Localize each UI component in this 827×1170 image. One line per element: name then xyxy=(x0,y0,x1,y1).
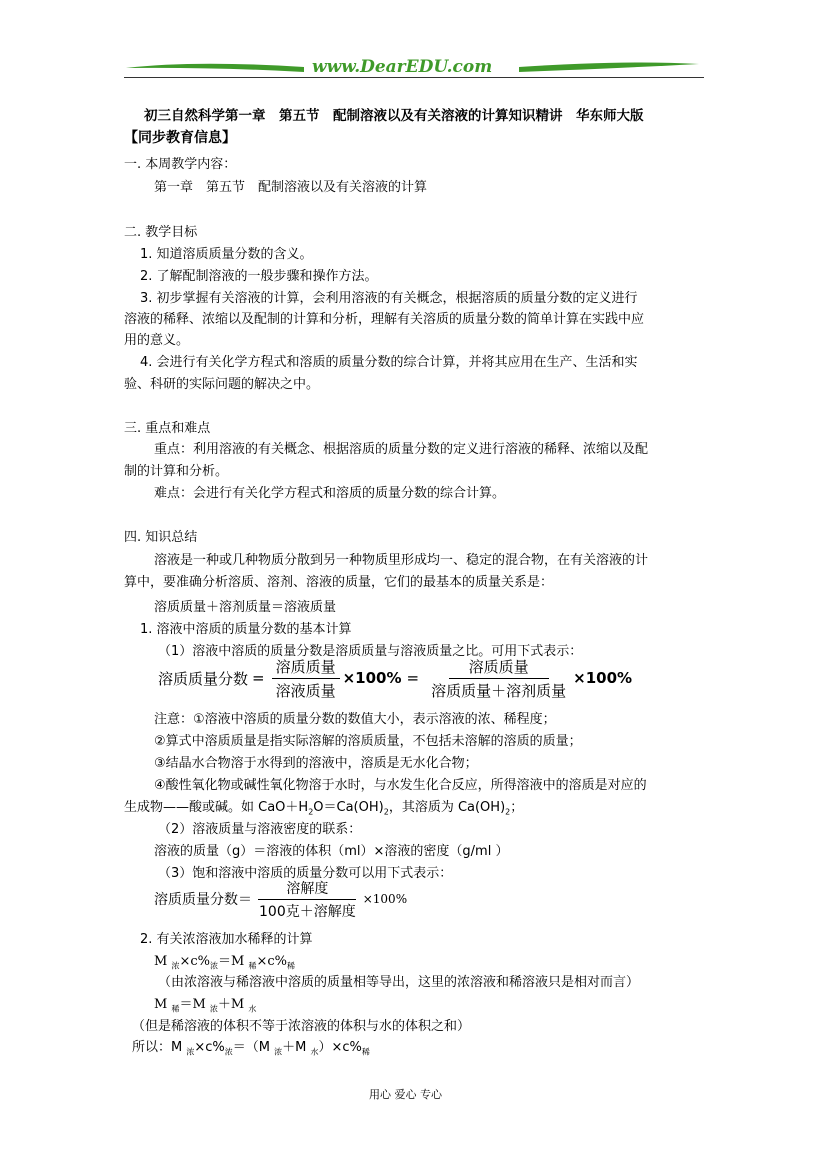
point2-heading: 2. 有关浓溶液加水稀释的计算 xyxy=(140,932,313,947)
site-logo-text: www.DearEDU.com xyxy=(312,57,493,77)
fraction-numerator: 溶质质量 xyxy=(272,656,340,679)
density-relation: 溶液的质量（g）＝溶液的体积（ml）×溶液的密度（g/ml ） xyxy=(154,844,509,859)
fraction-solubility xyxy=(255,878,360,921)
fraction-denominator: 溶质质量＋溶剂质量 xyxy=(431,681,567,700)
note-line: ②算式中溶质质量是指实际溶解的溶质质量，不包括未溶解的溶质的质量； xyxy=(154,734,582,749)
point1-1: （1）溶液中溶质的质量分数是溶质质量与溶液质量之比。可用下式表示： xyxy=(158,644,583,659)
objective-item: 验、科研的实际问题的解决之中。 xyxy=(124,377,320,392)
note-line: ④酸性氧化物或碱性氧化物溶于水时，与水发生化合反应，所得溶液中的溶质是对应的 xyxy=(154,778,647,793)
fraction-numerator: 溶解度 xyxy=(258,878,356,900)
doc-title: 初三自然科学第一章 第五节 配制溶液以及有关溶液的计算知识精讲 华东师大版 xyxy=(144,108,644,124)
saturated-formula xyxy=(154,877,407,921)
header-rule xyxy=(124,77,704,78)
objective-item: 2. 了解配制溶液的一般步骤和操作方法。 xyxy=(140,269,378,284)
section3-heading: 三. 重点和难点 xyxy=(124,421,211,436)
objective-item: 溶液的稀释、浓缩以及配制的计算和分析，理解有关溶质的质量分数的简单计算在实践中应 xyxy=(124,312,645,327)
fraction-solute-solution xyxy=(272,656,340,701)
formula-equals: = xyxy=(406,669,420,687)
section4-heading: 四. 知识总结 xyxy=(124,530,198,545)
section2-heading: 二. 教学目标 xyxy=(124,225,198,240)
point1-heading: 1. 溶液中溶质的质量分数的基本计算 xyxy=(140,622,352,637)
section1-body: 第一章 第五节 配制溶液以及有关溶液的计算 xyxy=(154,180,428,195)
fraction-numerator: 溶质质量 xyxy=(449,656,549,679)
fraction-denominator: 100克＋溶解度 xyxy=(259,903,356,920)
objective-item: 用的意义。 xyxy=(124,333,190,348)
note-line: 注意：①溶液中溶质的质量分数的数值大小，表示溶液的浓、稀程度； xyxy=(154,712,556,727)
dilution-equation-1: M $_浓\times c\%_浓=M$ $_稀\times c\%_稀$ xyxy=(154,954,295,971)
objective-item: 3. 初步掌握有关溶液的计算，会利用溶液的有关概念，根据溶质的质量分数的定义进行 xyxy=(140,291,638,306)
point1-2: （2）溶液质量与溶液密度的联系： xyxy=(158,822,362,837)
formula-times: ×100% xyxy=(573,669,633,687)
formula-equals: = xyxy=(252,669,265,687)
section-heading: 【同步教育信息】 xyxy=(124,130,236,146)
dilution-explanation: （由浓溶液与稀溶液中溶质的质量相等导出，这里的浓溶液和稀溶液只是相对而言） xyxy=(158,975,640,990)
point1-3: （3）饱和溶液中溶质的质量分数可以用下式表示： xyxy=(158,866,453,881)
volume-note: （但是稀溶液的体积不等于浓溶液的体积与水的体积之和） xyxy=(132,1019,471,1034)
section1-heading: 一. 本周教学内容： xyxy=(124,157,237,172)
key-point: 制的计算和分析。 xyxy=(124,464,229,479)
fraction-solute-total xyxy=(427,656,570,701)
formula-times: ×100% xyxy=(342,669,402,687)
key-point: 重点：利用溶液的有关概念、根据溶质的质量分数的定义进行溶液的稀释、浓缩以及配 xyxy=(154,442,649,457)
formula-lhs: 溶质质量分数 xyxy=(158,669,249,688)
mass-fraction-formula xyxy=(158,656,632,700)
objective-item: 4. 会进行有关化学方程式和溶质的质量分数的综合计算，并将其应用在生产、生活和实 xyxy=(140,355,638,370)
objective-item: 1. 知道溶质质量分数的含义。 xyxy=(140,247,313,262)
difficult-point: 难点：会进行有关化学方程式和溶质的质量分数的综合计算。 xyxy=(154,486,506,501)
intro-line: 算中，要准确分析溶质、溶剂、溶液的质量，它们的最基本的质量关系是： xyxy=(124,575,554,590)
note-line-continued: 生成物——酸或碱。如 $CaO+H_2O=Ca(OH)_2$，其溶质为 $Ca(OH)_2$； xyxy=(124,800,524,817)
mass-relation: 溶质质量＋溶剂质量＝溶液质量 xyxy=(154,600,337,615)
formula-times: ×100% xyxy=(362,892,408,906)
dilution-equation-3: 所以：M $_浓\times c\%_浓=(M$ $_浓$＋M $_水)\times c\%_稀$ xyxy=(132,1040,370,1057)
note-line: ③结晶水合物溶于水得到的溶液中，溶质是无水化合物； xyxy=(154,756,478,771)
intro-line: 溶液是一种或几种物质分散到另一种物质里形成均一、稳定的混合物，在有关溶液的计 xyxy=(154,553,649,568)
formula-lhs: 溶质质量分数＝ xyxy=(154,892,252,908)
fraction-denominator: 溶液质量 xyxy=(275,681,336,700)
footer-motto: 用心 爱心 专心 xyxy=(369,1088,442,1101)
dilution-equation-2: M $_稀$＝M $_浓$＋M $_水$ xyxy=(154,997,257,1014)
